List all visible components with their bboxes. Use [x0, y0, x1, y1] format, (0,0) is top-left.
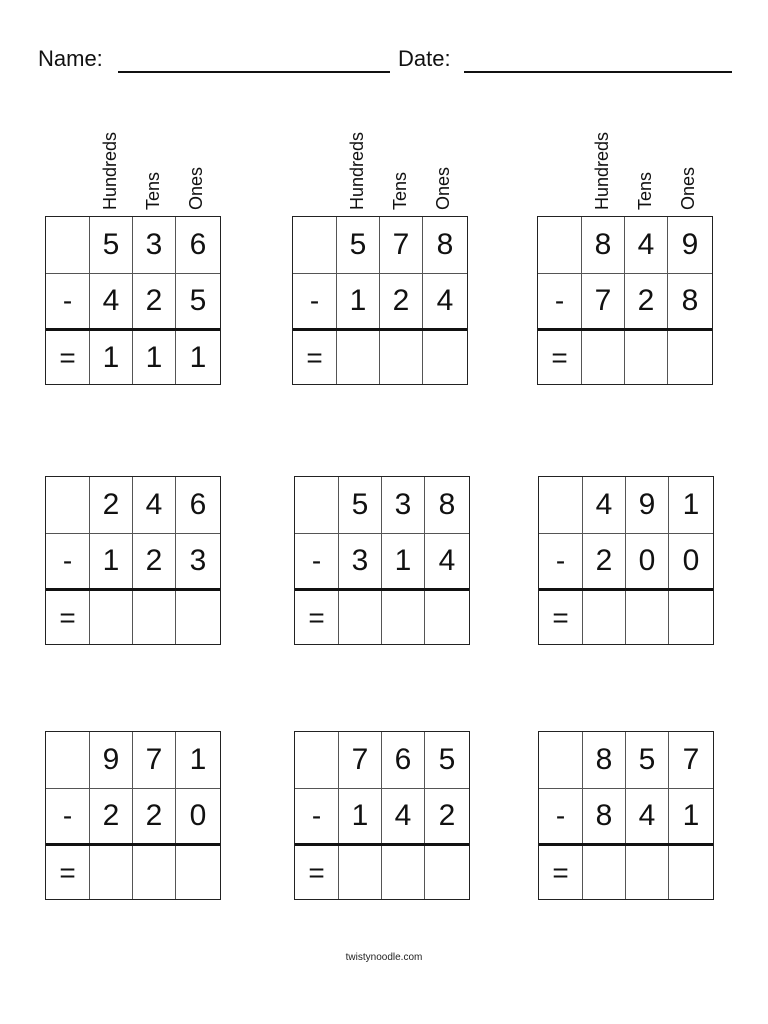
column-header-hundreds — [89, 92, 133, 210]
column-header-ones — [422, 92, 466, 210]
answer-row — [295, 846, 469, 899]
subtrahend-row — [293, 273, 467, 331]
digit-cell: 5 — [337, 217, 380, 273]
answer-row — [295, 591, 469, 644]
digit-cell: 8 — [583, 732, 626, 788]
answer-row — [293, 331, 467, 384]
digit-cell: 5 — [438, 743, 456, 776]
answer-row — [46, 846, 220, 899]
column-header-label: Hundreds — [100, 131, 120, 210]
digit-cell: 1 — [339, 788, 382, 843]
place-value-grid — [45, 731, 221, 900]
minuend-row — [46, 732, 220, 789]
answer-cell[interactable] — [337, 331, 380, 384]
digit-cell: 8 — [681, 283, 699, 317]
column-header-label: Tens — [390, 171, 410, 210]
answer-cell[interactable] — [625, 331, 668, 384]
digit-cell: 7 — [582, 273, 625, 328]
column-header-ones — [667, 92, 711, 210]
date-label: Date: — [398, 46, 451, 71]
digit-cell: 9 — [626, 477, 669, 533]
operator-cell — [46, 732, 90, 788]
digit-cell: 4 — [626, 788, 669, 843]
subtrahend-row — [46, 533, 220, 591]
digit-cell: 1 — [189, 743, 207, 776]
minus-sign: - — [539, 788, 583, 843]
operator-cell — [46, 477, 90, 533]
digit-cell: 1 — [337, 273, 380, 328]
equals-sign: = — [539, 846, 583, 899]
digit-cell: 2 — [133, 788, 176, 843]
answer-row — [538, 331, 712, 384]
answer-cell[interactable]: 1 — [189, 340, 207, 374]
answer-cell[interactable] — [582, 331, 625, 384]
operator-cell — [539, 477, 583, 533]
date-blank-line[interactable] — [464, 71, 732, 73]
operator-cell — [538, 217, 582, 273]
digit-cell: 1 — [682, 488, 700, 521]
digit-cell: 7 — [380, 217, 423, 273]
digit-cell: 7 — [682, 743, 700, 776]
answer-cell[interactable] — [133, 591, 176, 644]
place-value-grid — [292, 216, 468, 385]
minus-sign: - — [539, 533, 583, 588]
minus-sign: - — [46, 533, 90, 588]
digit-cell: 5 — [90, 217, 133, 273]
name-label: Name: — [38, 46, 103, 71]
equals-sign: = — [538, 331, 582, 384]
digit-cell: 2 — [90, 788, 133, 843]
answer-cell[interactable] — [669, 846, 713, 899]
digit-cell: 2 — [380, 273, 423, 328]
digit-cell: 0 — [626, 533, 669, 588]
column-header-tens — [132, 92, 176, 210]
equals-sign: = — [295, 591, 339, 644]
answer-cell[interactable] — [425, 591, 469, 644]
digit-cell: 4 — [436, 283, 454, 317]
column-header-hundreds — [581, 92, 625, 210]
column-header-label: Hundreds — [347, 131, 367, 210]
digit-cell: 1 — [682, 798, 700, 832]
column-header-label: Hundreds — [592, 131, 612, 210]
digit-cell: 4 — [133, 477, 176, 533]
subtrahend-row — [46, 788, 220, 846]
place-value-grid — [294, 476, 470, 645]
digit-cell: 8 — [582, 217, 625, 273]
equals-sign: = — [46, 846, 90, 899]
digit-cell: 7 — [133, 732, 176, 788]
column-header-ones — [175, 92, 219, 210]
digit-cell: 5 — [626, 732, 669, 788]
column-header-tens — [624, 92, 668, 210]
place-value-grid — [45, 216, 221, 385]
digit-cell: 2 — [133, 533, 176, 588]
digit-cell: 2 — [583, 533, 626, 588]
answer-row — [46, 331, 220, 384]
digit-cell: 1 — [90, 533, 133, 588]
column-header-label: Ones — [186, 166, 206, 210]
digit-cell: 3 — [189, 543, 207, 577]
subtrahend-row — [539, 533, 713, 591]
answer-cell[interactable]: 1 — [133, 331, 176, 384]
equals-sign: = — [539, 591, 583, 644]
operator-cell — [46, 217, 90, 273]
worksheet-header — [0, 44, 768, 74]
column-header-tens — [379, 92, 423, 210]
subtrahend-row — [539, 788, 713, 846]
equals-sign: = — [295, 846, 339, 899]
digit-cell: 7 — [339, 732, 382, 788]
subtrahend-row — [295, 788, 469, 846]
digit-cell: 5 — [339, 477, 382, 533]
answer-cell[interactable] — [382, 591, 425, 644]
digit-cell: 2 — [133, 273, 176, 328]
minuend-row — [539, 732, 713, 789]
digit-cell: 3 — [382, 477, 425, 533]
digit-cell: 8 — [436, 228, 454, 261]
column-headers — [292, 96, 470, 216]
answer-cell[interactable] — [339, 846, 382, 899]
digit-cell: 4 — [90, 273, 133, 328]
digit-cell: 1 — [382, 533, 425, 588]
name-blank-line[interactable] — [118, 71, 390, 73]
column-headers — [45, 96, 223, 216]
answer-cell[interactable] — [583, 591, 626, 644]
answer-cell[interactable] — [339, 591, 382, 644]
digit-cell: 2 — [625, 273, 668, 328]
operator-cell — [539, 732, 583, 788]
column-header-label: Tens — [635, 171, 655, 210]
answer-cell[interactable] — [380, 331, 423, 384]
operator-cell — [295, 477, 339, 533]
digit-cell: 8 — [438, 488, 456, 521]
digit-cell: 4 — [382, 788, 425, 843]
equals-sign: = — [46, 591, 90, 644]
answer-row — [539, 591, 713, 644]
answer-cell[interactable] — [90, 591, 133, 644]
answer-cell[interactable]: 1 — [90, 331, 133, 384]
minuend-row — [295, 732, 469, 789]
equals-sign: = — [46, 331, 90, 384]
minuend-row — [46, 477, 220, 534]
digit-cell: 9 — [681, 228, 699, 261]
minus-sign: - — [293, 273, 337, 328]
digit-cell: 0 — [189, 798, 207, 832]
minuend-row — [46, 217, 220, 274]
place-value-grid — [538, 731, 714, 900]
column-header-label: Ones — [433, 166, 453, 210]
column-header-label: Tens — [143, 171, 163, 210]
answer-cell[interactable] — [90, 846, 133, 899]
minus-sign: - — [295, 533, 339, 588]
equals-sign: = — [293, 331, 337, 384]
subtrahend-row — [295, 533, 469, 591]
digit-cell: 2 — [90, 477, 133, 533]
minuend-row — [538, 217, 712, 274]
answer-cell[interactable] — [176, 591, 220, 644]
operator-cell — [293, 217, 337, 273]
digit-cell: 9 — [90, 732, 133, 788]
digit-cell: 2 — [438, 798, 456, 832]
minus-sign: - — [46, 788, 90, 843]
minuend-row — [539, 477, 713, 534]
answer-cell[interactable] — [425, 846, 469, 899]
answer-cell[interactable] — [176, 846, 220, 899]
column-header-hundreds — [336, 92, 380, 210]
operator-cell — [295, 732, 339, 788]
column-headers — [537, 96, 715, 216]
digit-cell: 3 — [339, 533, 382, 588]
answer-cell[interactable] — [668, 331, 712, 384]
answer-cell[interactable] — [382, 846, 425, 899]
digit-cell: 4 — [438, 543, 456, 577]
subtrahend-row — [538, 273, 712, 331]
answer-cell[interactable] — [133, 846, 176, 899]
answer-cell[interactable] — [626, 846, 669, 899]
minus-sign: - — [46, 273, 90, 328]
minuend-row — [293, 217, 467, 274]
place-value-grid — [538, 476, 714, 645]
answer-row — [539, 846, 713, 899]
answer-row — [46, 591, 220, 644]
place-value-grid — [537, 216, 713, 385]
answer-cell[interactable] — [626, 591, 669, 644]
digit-cell: 5 — [189, 283, 207, 317]
digit-cell: 3 — [133, 217, 176, 273]
digit-cell: 8 — [583, 788, 626, 843]
minus-sign: - — [538, 273, 582, 328]
minus-sign: - — [295, 788, 339, 843]
digit-cell: 6 — [189, 228, 207, 261]
digit-cell: 4 — [625, 217, 668, 273]
place-value-grid — [45, 476, 221, 645]
footer-credit: twistynoodle.com — [345, 952, 423, 963]
answer-cell[interactable] — [669, 591, 713, 644]
digit-cell: 6 — [189, 488, 207, 521]
answer-cell[interactable] — [583, 846, 626, 899]
column-header-label: Ones — [678, 166, 698, 210]
digit-cell: 0 — [682, 543, 700, 577]
minuend-row — [295, 477, 469, 534]
digit-cell: 4 — [583, 477, 626, 533]
subtrahend-row — [46, 273, 220, 331]
answer-cell[interactable] — [423, 331, 467, 384]
digit-cell: 6 — [382, 732, 425, 788]
place-value-grid — [294, 731, 470, 900]
